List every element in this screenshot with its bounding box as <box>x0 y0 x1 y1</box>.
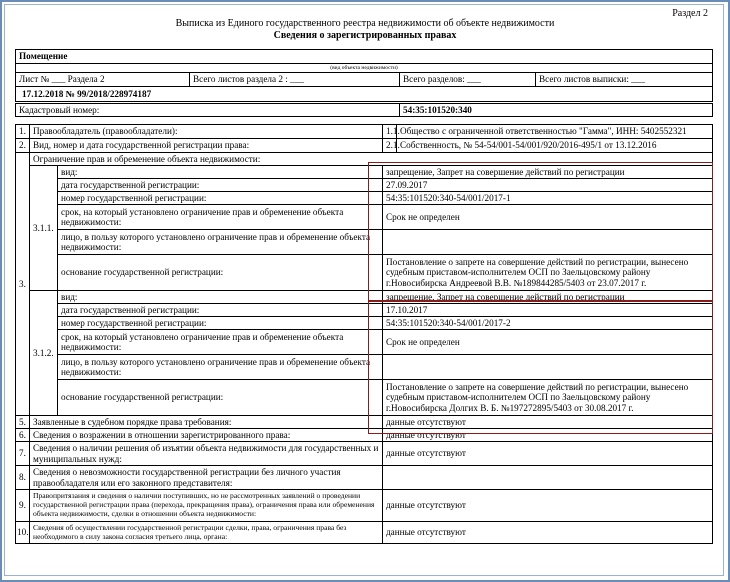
row-2-value: Собственность, № 54-54/001-54/001/920/2016-495/1 от 13.12.2016 <box>397 139 713 153</box>
enc-field-value: Постановление о запрете на совершение действий по регистрации, вынесено судебным приставом-исполнителем ОСП по Заельцовскому району г.Новосибирска Андреевой В.В. №189844285/5403 от 23.07.2017 г. <box>383 255 713 291</box>
object-type-caption: (вид объекта недвижимости) <box>16 64 713 73</box>
row-number: 9. <box>16 490 30 522</box>
row-label: Заявленные в судебном порядке права требования: <box>30 416 383 429</box>
row-label: Сведения об осуществлении государственной регистрации сделки, права, ограничения права без необходимого в силу закона согласия третьего лица, органа: <box>30 522 383 544</box>
row-1 <box>16 125 713 139</box>
enc-field-value: 17.10.2017 <box>383 304 713 317</box>
enc-2-row-term <box>16 330 713 355</box>
enc-field-label: лицо, в пользу которого установлено ограничение прав и обременение объекта недвижимости: <box>58 355 383 380</box>
enc-2-number: 3.1.2. <box>30 291 58 416</box>
row-1-subnumber: 1.1. <box>383 125 397 139</box>
enc-field-label: лицо, в пользу которого установлено ограничение прав и обременение объекта недвижимости: <box>58 230 383 255</box>
row-2-subnumber: 2.1. <box>383 139 397 153</box>
row-value: данные отсутствуют <box>383 522 713 544</box>
row-6 <box>16 429 713 442</box>
row-value: данные отсутствуют <box>383 490 713 522</box>
section-marker: Раздел 2 <box>672 8 708 19</box>
row-label: Сведения о наличии решения об изъятии объекта недвижимости для государственных и муниципальных нужд: <box>30 442 383 466</box>
row-number: 6. <box>16 429 30 442</box>
enc-field-label: номер государственной регистрации: <box>58 317 383 330</box>
enc-2-row-regnum <box>16 317 713 330</box>
enc-field-label: дата государственной регистрации: <box>58 304 383 317</box>
enc-field-label: основание государственной регистрации: <box>58 255 383 291</box>
row-label: Сведения о невозможности государственной регистрации без личного участия правообладателя или его законного представителя: <box>30 466 383 490</box>
row-number: 7. <box>16 442 30 466</box>
row-2-number: 2. <box>16 139 30 153</box>
row-value <box>383 466 713 490</box>
total-sheets-section: Всего листов раздела 2 : ___ <box>190 73 400 87</box>
header-table <box>15 49 713 117</box>
enc-field-label: срок, на который установлено ограничение прав и обременение объекта недвижимости: <box>58 205 383 230</box>
enc-field-value: запрещение, Запрет на совершение действий по регистрации <box>383 291 713 304</box>
row-7 <box>16 442 713 466</box>
enc-1-row-regnum <box>16 192 713 205</box>
enc-1-row-beneficiary <box>16 230 713 255</box>
row-value: данные отсутствуют <box>383 429 713 442</box>
enc-field-label: номер государственной регистрации: <box>58 192 383 205</box>
sheet-number: Лист № ___ Раздела 2 <box>16 73 190 87</box>
row-number: 5. <box>16 416 30 429</box>
row-value: данные отсутствуют <box>383 416 713 429</box>
row-number: 8. <box>16 466 30 490</box>
row-1-label: Правообладатель (правообладатели): <box>30 125 383 139</box>
row-3-number: 3. <box>16 153 30 416</box>
enc-field-value: 54:35:101520:340-54/001/2017-2 <box>383 317 713 330</box>
row-value: данные отсутствуют <box>383 442 713 466</box>
date-and-number: 17.12.2018 № 99/2018/228974187 <box>16 87 713 102</box>
row-1-number: 1. <box>16 125 30 139</box>
enc-1-row-term <box>16 205 713 230</box>
enc-1-number: 3.1.1. <box>30 166 58 291</box>
enc-field-value: 54:35:101520:340-54/001/2017-1 <box>383 192 713 205</box>
row-8 <box>16 466 713 490</box>
enc-field-value: Срок не определен <box>383 330 713 355</box>
cadastral-value: 54:35:101520:340 <box>400 104 713 117</box>
enc-field-value <box>383 355 713 380</box>
row-5 <box>16 416 713 429</box>
enc-field-label: вид: <box>58 291 383 304</box>
rights-table <box>15 124 713 544</box>
enc-field-value: Срок не определен <box>383 205 713 230</box>
total-sheets-extract: Всего листов выписки: ___ <box>536 73 713 87</box>
object-type: Помещение <box>16 50 713 64</box>
document-title: Выписка из Единого государственного реестра недвижимости об объекте недвижимости <box>175 18 555 29</box>
enc-1-row-date <box>16 179 713 192</box>
enc-field-label: срок, на который установлено ограничение прав и обременение объекта недвижимости: <box>58 330 383 355</box>
enc-field-label: вид: <box>58 166 383 179</box>
row-2 <box>16 139 713 153</box>
row-3 <box>16 153 713 166</box>
row-1-value: Общество с ограниченной ответственностью "Гамма", ИНН: 5402552321 <box>397 125 713 139</box>
row-number: 10. <box>16 522 30 544</box>
enc-1-row-kind <box>16 166 713 179</box>
row-label: Правопритязания и сведения о наличии поступивших, но не рассмотренных заявлений о проведении государственной регистрации права (перехода, прекращения права), ограничения права или обременения объекта недвижимости, сделки в отношении объекта недвижимости: <box>30 490 383 522</box>
cadastral-label: Кадастровый номер: <box>16 104 400 117</box>
enc-field-value: Постановление о запрете на совершение действий по регистрации, вынесено судебным приставом-исполнителем ОСП по Заельцовскому району г.Новосибирска Долгих В. Б. №197272895/5403 от 30.08.2017 г. <box>383 380 713 416</box>
total-sections: Всего разделов: ___ <box>400 73 536 87</box>
enc-2-row-beneficiary <box>16 355 713 380</box>
row-label: Сведения о возражении в отношении зарегистрированного права: <box>30 429 383 442</box>
row-10 <box>16 522 713 544</box>
enc-field-label: основание государственной регистрации: <box>58 380 383 416</box>
row-9 <box>16 490 713 522</box>
enc-field-label: дата государственной регистрации: <box>58 179 383 192</box>
row-3-label: Ограничение прав и обременение объекта недвижимости: <box>30 153 713 166</box>
enc-field-value: запрещение, Запрет на совершение действий по регистрации <box>383 166 713 179</box>
enc-1-row-basis <box>16 255 713 291</box>
enc-field-value <box>383 230 713 255</box>
enc-2-row-basis <box>16 380 713 416</box>
row-2-label: Вид, номер и дата государственной регистрации права: <box>30 139 383 153</box>
enc-2-row-date <box>16 304 713 317</box>
enc-2-row-kind <box>16 291 713 304</box>
document-subtitle: Сведения о зарегистрированных правах <box>273 30 457 41</box>
enc-field-value: 27.09.2017 <box>383 179 713 192</box>
